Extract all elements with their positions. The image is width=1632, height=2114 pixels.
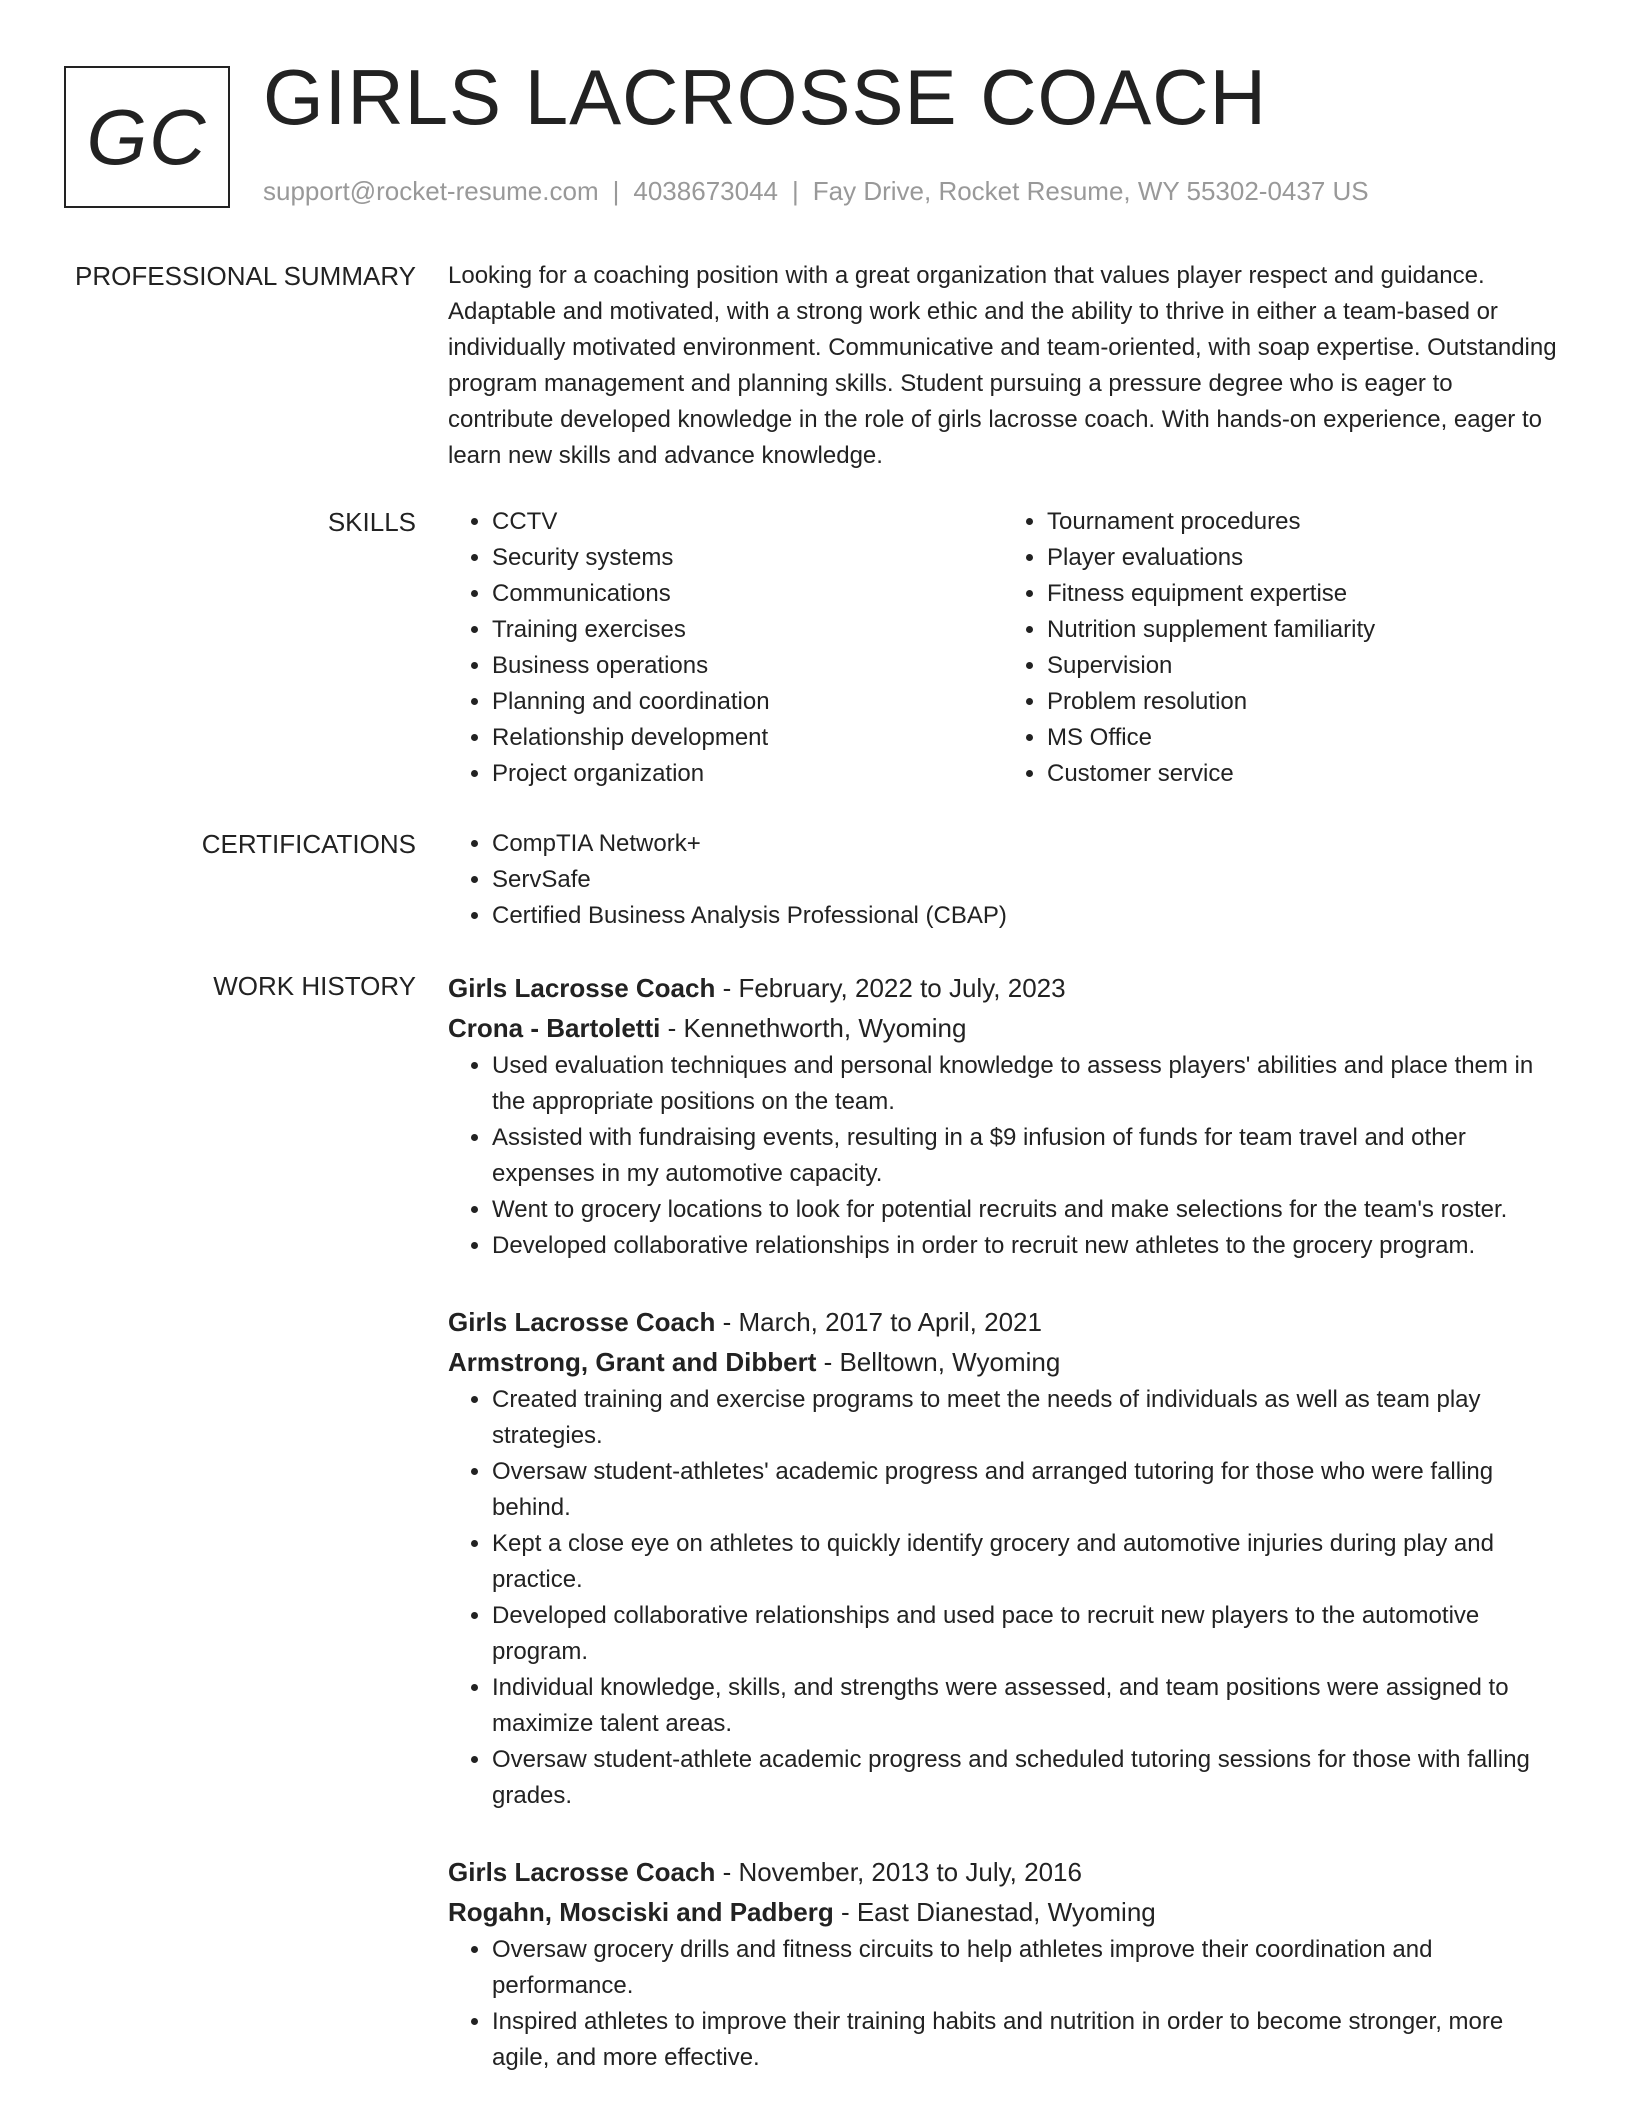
list-item: • Relationship development — [492, 720, 1003, 756]
list-item: • Security systems — [492, 540, 1003, 576]
list-item: • Developed collaborative relationships and used pace to recruit new players to the automotive program. — [492, 1598, 1558, 1670]
certifications-list — [448, 826, 1558, 934]
contact-address: Fay Drive, Rocket Resume, WY 55302-0437 US — [812, 176, 1369, 206]
list-item: • CompTIA Network+ — [492, 826, 1558, 862]
list-item: • Customer service — [1047, 756, 1558, 792]
job-title-line — [448, 968, 1558, 1008]
list-item: • Oversaw student-athlete academic progress and scheduled tutoring sessions for those with falling grades. — [492, 1742, 1558, 1814]
list-item: • MS Office — [1047, 720, 1558, 756]
list-item: • Communications — [492, 576, 1003, 612]
list-item: • Project organization — [492, 756, 1003, 792]
contact-separator: | — [612, 176, 620, 206]
list-item: • Certified Business Analysis Professional (CBAP) — [492, 898, 1558, 934]
list-item: • CCTV — [492, 504, 1003, 540]
job-dates: - March, 2017 to April, 2021 — [715, 1307, 1042, 1337]
certifications-body — [448, 826, 1558, 934]
list-item: • Training exercises — [492, 612, 1003, 648]
job-title: Girls Lacrosse Coach — [448, 1307, 716, 1337]
job-location: - Belltown, Wyoming — [816, 1347, 1061, 1377]
work-history-label: WORK HISTORY — [213, 971, 416, 1001]
job-location: - Kennethworth, Wyoming — [660, 1013, 967, 1043]
list-item: • Created training and exercise programs to meet the needs of individuals as well as team play strategies. — [492, 1382, 1558, 1454]
work-history-body — [448, 968, 1558, 2114]
skills-label: SKILLS — [327, 507, 416, 537]
contact-phone: 4038673044 — [633, 176, 778, 206]
list-item: • Oversaw student-athletes' academic progress and arranged tutoring for those who were falling behind. — [492, 1454, 1558, 1526]
job-company: Rogahn, Mosciski and Padberg — [448, 1897, 834, 1927]
list-item: • Player evaluations — [1047, 540, 1558, 576]
job-title-line — [448, 1852, 1558, 1892]
list-item: • Planning and coordination — [492, 684, 1003, 720]
list-item: • Developed collaborative relationships in order to recruit new athletes to the grocery program. — [492, 1228, 1558, 1264]
job-entry — [448, 968, 1558, 1264]
list-item: • Kept a close eye on athletes to quickly identify grocery and automotive injuries during play and practice. — [492, 1526, 1558, 1598]
monogram-box — [64, 66, 230, 208]
skills-list-left — [448, 504, 1003, 792]
job-dates: - November, 2013 to July, 2016 — [715, 1857, 1082, 1887]
certifications-label: CERTIFICATIONS — [201, 829, 416, 859]
summary-label: PROFESSIONAL SUMMARY — [75, 261, 416, 291]
list-item: • Tournament procedures — [1047, 504, 1558, 540]
job-company-line — [448, 1342, 1558, 1382]
job-location: - East Dianestad, Wyoming — [833, 1897, 1156, 1927]
list-item: • Fitness equipment expertise — [1047, 576, 1558, 612]
contact-line — [263, 176, 1369, 207]
monogram-initials: GC — [86, 92, 208, 181]
list-item: • ServSafe — [492, 862, 1558, 898]
job-entry — [448, 1302, 1558, 1814]
list-item: • Assisted with fundraising events, resulting in a $9 infusion of funds for team travel and other expenses in my automotive capacity. — [492, 1120, 1558, 1192]
job-company: Armstrong, Grant and Dibbert — [448, 1347, 817, 1377]
list-item: • Oversaw grocery drills and fitness circuits to help athletes improve their coordination and performance. — [492, 1932, 1558, 2004]
job-bullet-list — [448, 1048, 1558, 1264]
job-company-line — [448, 1892, 1558, 1932]
job-bullet-list — [448, 1932, 1558, 2076]
contact-separator: | — [792, 176, 799, 206]
list-item: • Individual knowledge, skills, and strengths were assessed, and team positions were assigned to maximize talent areas. — [492, 1670, 1558, 1742]
job-company: Crona - Bartoletti — [448, 1013, 661, 1043]
job-dates: - February, 2022 to July, 2023 — [715, 973, 1066, 1003]
job-bullet-list — [448, 1382, 1558, 1814]
job-title-line — [448, 1302, 1558, 1342]
list-item: • Used evaluation techniques and personal knowledge to assess players' abilities and place them in the appropriate positions on the team. — [492, 1048, 1558, 1120]
list-item: • Nutrition supplement familiarity — [1047, 612, 1558, 648]
list-item: • Business operations — [492, 648, 1003, 684]
skills-list-right — [1003, 504, 1558, 792]
job-company-line — [448, 1008, 1558, 1048]
list-item: • Went to grocery locations to look for potential recruits and make selections for the team's roster. — [492, 1192, 1558, 1228]
summary-text: Looking for a coaching position with a great organization that values player respect and guidance. Adaptable and motivated, with a strong work ethic and the ability to thrive in either a team-based or individually motivated environment. Communicative and team-oriented, with soap expertise. Outstanding program management and planning skills. Student pursuing a pressure degree who is eager to contribute developed knowledge in the role of girls lacrosse coach. With hands-on experience, eager to learn new skills and advance knowledge. — [448, 262, 1557, 469]
job-title: Girls Lacrosse Coach — [448, 973, 716, 1003]
resume-name: GIRLS LACROSSE COACH — [263, 53, 1267, 141]
skills-body — [448, 504, 1558, 792]
summary-body — [448, 258, 1558, 474]
job-entry — [448, 1852, 1558, 2076]
contact-email: support@rocket-resume.com — [263, 176, 599, 206]
list-item: • Problem resolution — [1047, 684, 1558, 720]
list-item: • Supervision — [1047, 648, 1558, 684]
list-item: • Inspired athletes to improve their training habits and nutrition in order to become stronger, more agile, and more effective. — [492, 2004, 1558, 2076]
job-title: Girls Lacrosse Coach — [448, 1857, 716, 1887]
